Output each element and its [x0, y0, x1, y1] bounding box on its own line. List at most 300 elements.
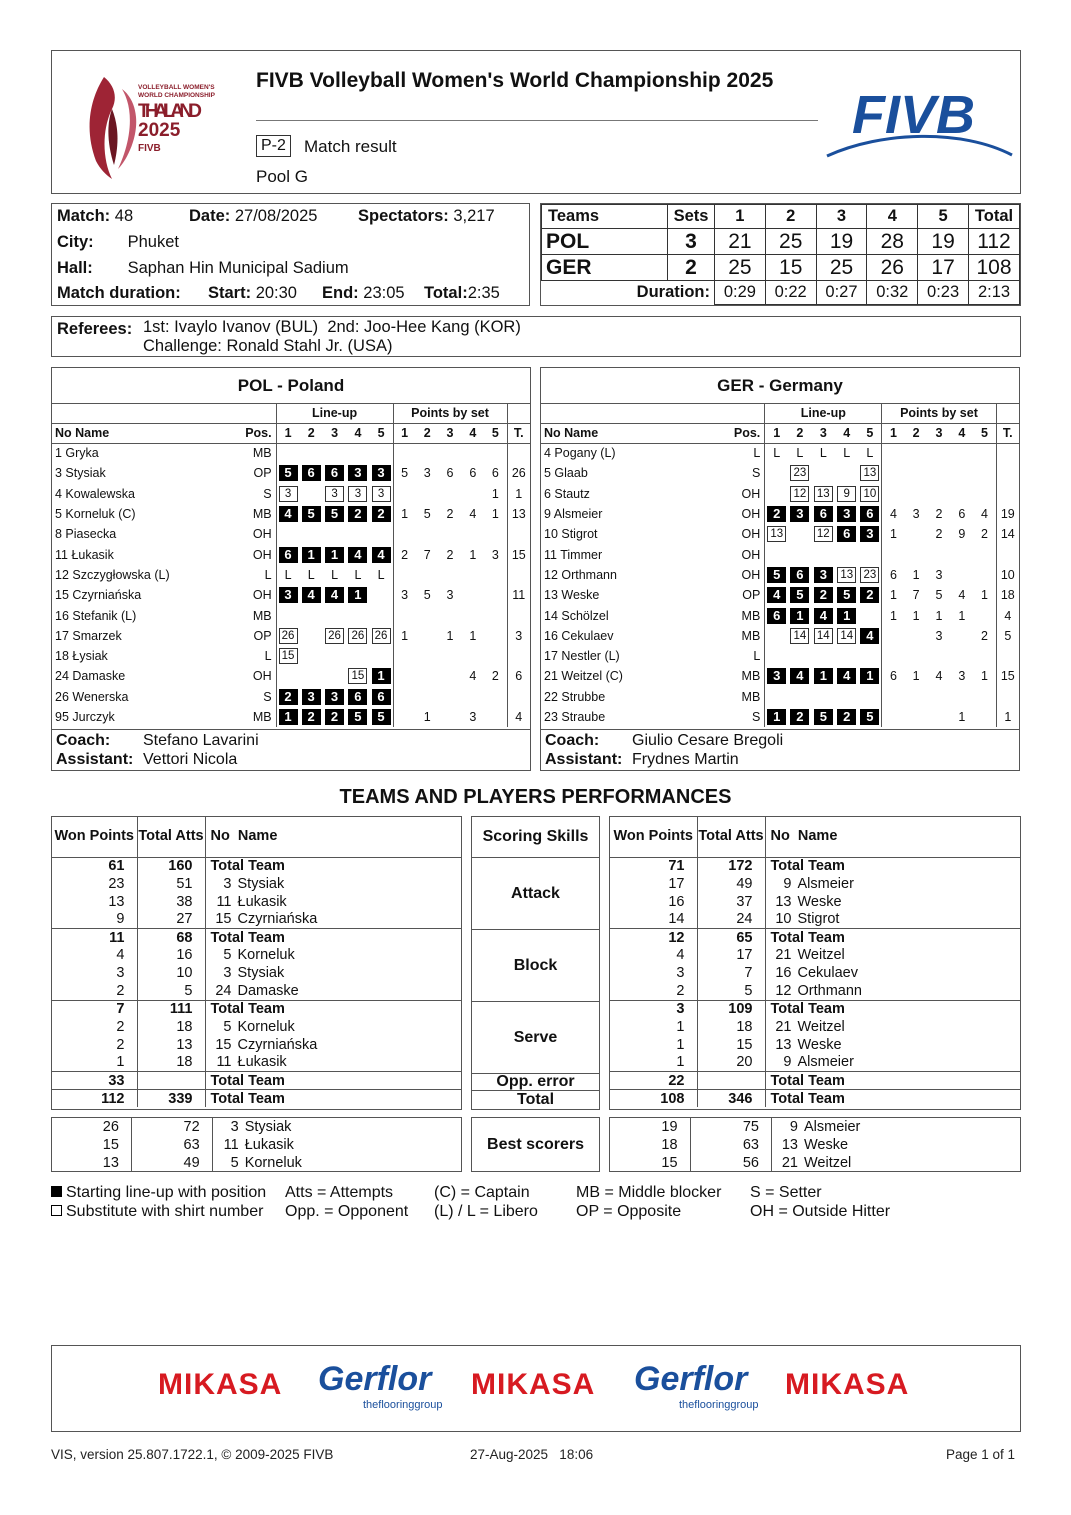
performance-row — [610, 911, 1020, 929]
starting-position: 6 — [790, 567, 809, 583]
lineup-cell — [858, 687, 881, 707]
set-points: 1 — [469, 628, 477, 643]
shirt-number: 11 — [216, 893, 232, 910]
lineup-cell — [788, 687, 811, 707]
player-position: OH — [221, 544, 276, 564]
performance-row — [52, 1090, 461, 1108]
shirt-number: 21 — [775, 947, 792, 964]
performance-row — [610, 1154, 1020, 1172]
player-name: 22 Strubbe — [544, 689, 606, 704]
total-atts: 5 — [137, 982, 205, 1000]
lineup-cell — [370, 687, 393, 707]
total-atts: 160 — [137, 857, 205, 875]
set-points — [439, 605, 462, 625]
score-row-ger — [542, 255, 1020, 281]
shirt-number: 3 — [223, 965, 232, 982]
shirt-number: 21 — [775, 1018, 792, 1035]
player-entry — [771, 1118, 1020, 1136]
lineup-cell — [276, 443, 299, 463]
lineup-cell — [346, 707, 369, 727]
roster-title: POL - Poland — [52, 368, 530, 404]
set-points — [393, 484, 416, 504]
starting-position: 1 — [279, 709, 298, 725]
set-points — [882, 443, 905, 463]
set-score: 25 — [765, 229, 816, 255]
total-atts-header: Total Atts — [697, 817, 765, 857]
doc-type: Match result — [304, 137, 397, 156]
won-points-header: Won Points — [52, 817, 137, 857]
set-points: 1 — [491, 507, 499, 522]
player-position: OH — [221, 524, 276, 544]
performance-row — [52, 1118, 461, 1136]
teams-header: Teams — [542, 205, 668, 229]
lineup-cell — [788, 605, 811, 625]
player-entry: Total Team — [770, 929, 845, 946]
lineup-cell — [835, 484, 858, 504]
col-header: 1 — [765, 423, 788, 443]
scoring-skills-header: Scoring Skills — [471, 816, 600, 858]
set-points — [484, 646, 507, 666]
starting-position: 2 — [814, 587, 833, 603]
lineup-cell — [370, 544, 393, 564]
referees-line-2: Challenge: Ronald Stahl Jr. (USA) — [143, 337, 393, 355]
set-points — [973, 687, 996, 707]
total-header: T. — [507, 423, 530, 443]
performance-row — [610, 1036, 1020, 1054]
set-points — [461, 585, 484, 605]
set-points — [950, 626, 973, 646]
set-points — [928, 707, 951, 727]
skill-serve: Serve — [471, 1001, 600, 1074]
performance-row — [610, 857, 1020, 875]
player-name: 17 Nestler (L) — [544, 649, 620, 664]
shirt-number: 5 — [223, 947, 232, 964]
set-points: 6 — [958, 507, 966, 522]
gerflor-logo: Gerflor — [634, 1360, 748, 1398]
score-table — [540, 203, 1021, 306]
set-points — [416, 524, 439, 544]
starting-position: 6 — [860, 506, 879, 522]
player-name: 16 Stefanik (L) — [55, 608, 137, 623]
player-entry: Total Team — [210, 929, 285, 946]
player-entry — [212, 1136, 461, 1154]
player-name: 9 Alsmeier — [544, 507, 603, 522]
performance-row — [52, 1018, 461, 1036]
player-entry — [205, 893, 461, 911]
total-atts: 109 — [697, 1000, 765, 1018]
roster-table — [541, 404, 1019, 727]
lineup-cell — [765, 524, 788, 544]
lineup-cell — [788, 463, 811, 483]
svg-text:FIVB: FIVB — [138, 143, 161, 154]
substitute-number: 13 — [837, 567, 856, 583]
col-header: 4 — [461, 423, 484, 443]
set-points: 1 — [393, 626, 416, 646]
player-entry: Total Team — [210, 1001, 285, 1018]
lineup-cell — [835, 646, 858, 666]
total-header: T. — [996, 423, 1019, 443]
total-points: 3 — [507, 626, 530, 646]
team-code: POL — [542, 229, 668, 255]
total-atts: 15 — [697, 1036, 765, 1054]
player-position: MB — [221, 443, 276, 463]
empty-square-icon — [51, 1205, 62, 1216]
starting-position: 6 — [279, 547, 298, 563]
set-points: 2 — [446, 507, 454, 522]
lineup-cell — [812, 626, 835, 646]
lineup-cell — [276, 504, 299, 524]
set-points — [973, 605, 996, 625]
starting-position: 2 — [302, 709, 321, 725]
player-name: Cekulaev — [797, 965, 858, 982]
starting-position: 4 — [302, 587, 321, 603]
lineup-cell — [835, 626, 858, 646]
starting-position: 1 — [767, 709, 786, 725]
lineup-cell — [788, 544, 811, 564]
set-points — [928, 484, 951, 504]
col-header: 5 — [858, 423, 881, 443]
player-name: 6 Stautz — [544, 486, 590, 501]
lineup-cell — [346, 626, 369, 646]
substitute-number: 13 — [814, 486, 833, 502]
lineup-cell — [299, 687, 322, 707]
substitute-number: 26 — [279, 628, 298, 644]
total-atts: 17 — [697, 946, 765, 964]
lineup-cell — [276, 585, 299, 605]
won-points: 112 — [52, 1090, 137, 1108]
won-points: 14 — [610, 911, 697, 929]
set-points — [882, 484, 905, 504]
no-name-header: No Name — [52, 423, 221, 443]
substitute-number: 12 — [790, 486, 809, 502]
coach-name: Giulio Cesare Bregoli — [632, 732, 784, 749]
set-points — [416, 484, 439, 504]
player-row — [52, 626, 530, 646]
shirt-number: 13 — [775, 1036, 792, 1053]
points-header: Points by set — [882, 404, 996, 423]
set-points: 3 — [935, 628, 943, 643]
player-position: OH — [709, 544, 765, 564]
won-points: 26 — [52, 1118, 131, 1136]
player-row — [541, 707, 1019, 727]
starting-position: 5 — [837, 587, 856, 603]
starting-position: 6 — [814, 506, 833, 522]
starting-position: 6 — [325, 465, 344, 481]
starting-position: 5 — [790, 587, 809, 603]
set-points — [439, 443, 462, 463]
lineup-cell — [346, 687, 369, 707]
set-points — [950, 565, 973, 585]
player-position: OH — [709, 484, 765, 504]
lineup-cell — [858, 707, 881, 727]
set-points — [905, 484, 928, 504]
set-points: 1 — [882, 605, 905, 625]
player-position: OH — [709, 524, 765, 544]
won-points: 2 — [52, 1036, 137, 1054]
set-points: 7 — [912, 588, 920, 603]
lineup-cell — [323, 707, 346, 727]
total-atts: 63 — [131, 1136, 212, 1154]
set-points — [439, 484, 462, 504]
libero-mark: L — [331, 567, 339, 582]
libero-mark: L — [866, 446, 874, 461]
player-entry: Total Team — [210, 858, 285, 875]
set-duration: 0:22 — [765, 281, 816, 305]
player-row — [52, 646, 530, 666]
event-logo — [82, 69, 232, 184]
player-position: MB — [709, 666, 765, 686]
player-name: 26 Wenerska — [55, 689, 129, 704]
lineup-cell — [299, 484, 322, 504]
total-atts: 37 — [697, 893, 765, 911]
ger-roster — [540, 367, 1020, 771]
substitute-number: 14 — [814, 628, 833, 644]
performance-row — [52, 857, 461, 875]
lineup-cell — [370, 646, 393, 666]
lineup-cell — [323, 626, 346, 646]
set-points — [973, 646, 996, 666]
set-points: 1 — [980, 588, 988, 603]
lineup-cell — [858, 565, 881, 585]
total-points: 15 — [507, 544, 530, 564]
set-points: 4 — [958, 588, 966, 603]
player-position: S — [709, 463, 765, 483]
lineup-cell — [858, 605, 881, 625]
set-points — [950, 687, 973, 707]
pos-header: Pos. — [709, 423, 765, 443]
lineup-cell — [812, 544, 835, 564]
set-points — [461, 646, 484, 666]
total-points: 15 — [996, 666, 1019, 686]
lineup-cell — [370, 463, 393, 483]
won-points: 16 — [610, 893, 697, 911]
set-points: 7 — [423, 547, 431, 562]
page-title: FIVB Volleyball Women's World Championship 2025 — [256, 69, 774, 92]
set-points — [882, 626, 905, 646]
shirt-number: 3 — [230, 1118, 239, 1135]
start-time: 20:30 — [255, 284, 297, 302]
col-header: 1 — [276, 423, 299, 443]
starting-position: 4 — [325, 587, 344, 603]
player-position: OP — [221, 463, 276, 483]
player-position: OP — [709, 585, 765, 605]
lineup-cell — [299, 707, 322, 727]
end-label: End: — [322, 284, 359, 302]
set-points — [928, 463, 951, 483]
total-atts: 68 — [137, 929, 205, 947]
player-row — [52, 687, 530, 707]
libero-mark: L — [354, 567, 362, 582]
shirt-number: 16 — [775, 965, 792, 982]
player-name: 17 Smarzek — [55, 628, 122, 643]
pol-roster — [51, 367, 531, 771]
substitute-number: 15 — [279, 648, 298, 664]
set-points — [973, 443, 996, 463]
player-name: 13 Weske — [544, 588, 600, 603]
shirt-number: 11 — [216, 1054, 232, 1071]
player-name: Weske — [803, 1136, 849, 1153]
lineup-cell — [323, 687, 346, 707]
mikasa-logo: MIKASA — [785, 1368, 910, 1401]
set-points — [905, 524, 928, 544]
skill-attack: Attack — [471, 857, 600, 930]
sponsors-box — [51, 1345, 1021, 1432]
hall: Saphan Hin Municipal Sadium — [127, 259, 349, 277]
gerflor-tagline: theflooringgroup — [679, 1399, 759, 1411]
lineup-cell — [765, 544, 788, 564]
player-entry: Total Team — [770, 1090, 845, 1107]
set-points: 4 — [935, 669, 943, 684]
player-row — [541, 605, 1019, 625]
shirt-number: 9 — [789, 1118, 798, 1135]
legend-libero: (L) / L = Libero — [434, 1203, 538, 1220]
total-points: 26 — [507, 463, 530, 483]
player-position: L — [709, 646, 765, 666]
set-points: 4 — [882, 504, 905, 524]
performance-row — [52, 1154, 461, 1172]
player-name: 14 Schölzel — [544, 608, 609, 623]
starting-position: 6 — [837, 526, 856, 542]
won-points: 108 — [610, 1090, 697, 1108]
set-points: 3 — [469, 710, 477, 724]
substitute-number: 14 — [837, 628, 856, 644]
set-points: 1 — [446, 628, 454, 643]
lineup-cell — [346, 585, 369, 605]
no-name-header: No Name — [770, 828, 838, 845]
player-row — [52, 443, 530, 463]
svg-text:VOLLEYBALL WOMEN'S: VOLLEYBALL WOMEN'S — [138, 84, 215, 91]
substitute-number: 26 — [325, 628, 344, 644]
shirt-number: 3 — [223, 875, 232, 892]
won-points-header: Won Points — [610, 817, 697, 857]
starting-position: 2 — [348, 506, 367, 522]
header-box — [51, 50, 1021, 194]
set-points: 1 — [935, 608, 943, 623]
lineup-cell — [812, 524, 835, 544]
set-points — [950, 646, 973, 666]
won-points: 4 — [610, 946, 697, 964]
lineup-cell — [765, 443, 788, 463]
total-points: 4 — [507, 707, 530, 727]
set-points — [461, 687, 484, 707]
set-points — [905, 707, 928, 727]
player-row — [541, 463, 1019, 483]
starting-position: 2 — [790, 709, 809, 725]
won-points: 3 — [52, 964, 137, 982]
assistant-name: Vettori Nicola — [143, 751, 238, 768]
skill-opp-error: Opp. error — [471, 1073, 600, 1091]
legend-op: OP = Opposite — [576, 1203, 682, 1220]
player-name: 16 Cekulaev — [544, 628, 614, 643]
referees-box — [51, 316, 1021, 357]
starting-position: 1 — [302, 547, 321, 563]
player-entry — [205, 1054, 461, 1072]
player-position: OP — [221, 626, 276, 646]
lineup-cell — [765, 565, 788, 585]
total-atts: 56 — [690, 1154, 771, 1172]
set-4-header: 4 — [867, 205, 918, 229]
player-position: L — [221, 565, 276, 585]
lineup-cell — [276, 544, 299, 564]
starting-position: 4 — [790, 668, 809, 684]
duration-label: Duration: — [636, 283, 710, 302]
lineup-cell — [812, 443, 835, 463]
roster-title: GER - Germany — [541, 368, 1019, 404]
lineup-cell — [765, 585, 788, 605]
total-points: 5 — [996, 626, 1019, 646]
player-row — [52, 565, 530, 585]
player-row — [541, 626, 1019, 646]
player-entry — [205, 946, 461, 964]
set-score: 19 — [816, 229, 867, 255]
substitute-number: 10 — [860, 486, 879, 502]
substitute-number: 26 — [372, 628, 391, 644]
starting-position: 5 — [325, 506, 344, 522]
col-header: 1 — [882, 423, 905, 443]
starting-position: 5 — [279, 465, 298, 481]
title-rule — [256, 120, 818, 121]
lineup-cell — [370, 666, 393, 686]
total-points: 6 — [507, 666, 530, 686]
player-name: Czyrniańska — [237, 911, 318, 928]
total-atts-header: Total Atts — [137, 817, 205, 857]
col-header: 2 — [905, 423, 928, 443]
total-atts — [137, 1072, 205, 1090]
player-row — [52, 524, 530, 544]
set-points — [484, 605, 507, 625]
player-position: MB — [709, 605, 765, 625]
legend-atts: Atts = Attempts — [285, 1184, 394, 1201]
player-name: 10 Stigrot — [544, 527, 598, 542]
set-points — [973, 463, 996, 483]
player-name: Alsmeier — [797, 1054, 854, 1071]
starting-position: 1 — [790, 608, 809, 624]
performance-row — [52, 946, 461, 964]
starting-position: 5 — [372, 709, 391, 725]
total-points — [507, 687, 530, 707]
coach-label: Coach: — [56, 732, 111, 749]
total-atts: 18 — [137, 1054, 205, 1072]
lineup-cell — [858, 524, 881, 544]
gerflor-tagline: theflooringgroup — [363, 1399, 443, 1411]
match-code: P-2 — [256, 135, 291, 157]
lineup-cell — [370, 524, 393, 544]
set-points — [461, 484, 484, 504]
starting-position: 3 — [348, 465, 367, 481]
set-points: 3 — [912, 507, 920, 522]
set-points — [905, 626, 928, 646]
set-points — [484, 707, 507, 727]
set-points: 3 — [446, 588, 454, 603]
assistant-label: Assistant: — [545, 751, 623, 768]
lineup-cell — [370, 605, 393, 625]
set-points — [950, 484, 973, 504]
total-points — [996, 687, 1019, 707]
player-row — [52, 585, 530, 605]
starting-position: 6 — [767, 608, 786, 624]
legend-captain: (C) = Captain — [434, 1184, 530, 1201]
set-points: 4 — [469, 669, 477, 684]
set-score: 28 — [867, 229, 918, 255]
performance-row — [610, 1054, 1020, 1072]
set-points: 2 — [980, 527, 988, 542]
total-time: 2:35 — [467, 284, 500, 302]
total-atts: 339 — [137, 1090, 205, 1108]
player-row — [541, 484, 1019, 504]
lineup-header: Line-up — [276, 404, 393, 423]
libero-mark: L — [843, 446, 851, 461]
shirt-number: 24 — [215, 982, 232, 999]
